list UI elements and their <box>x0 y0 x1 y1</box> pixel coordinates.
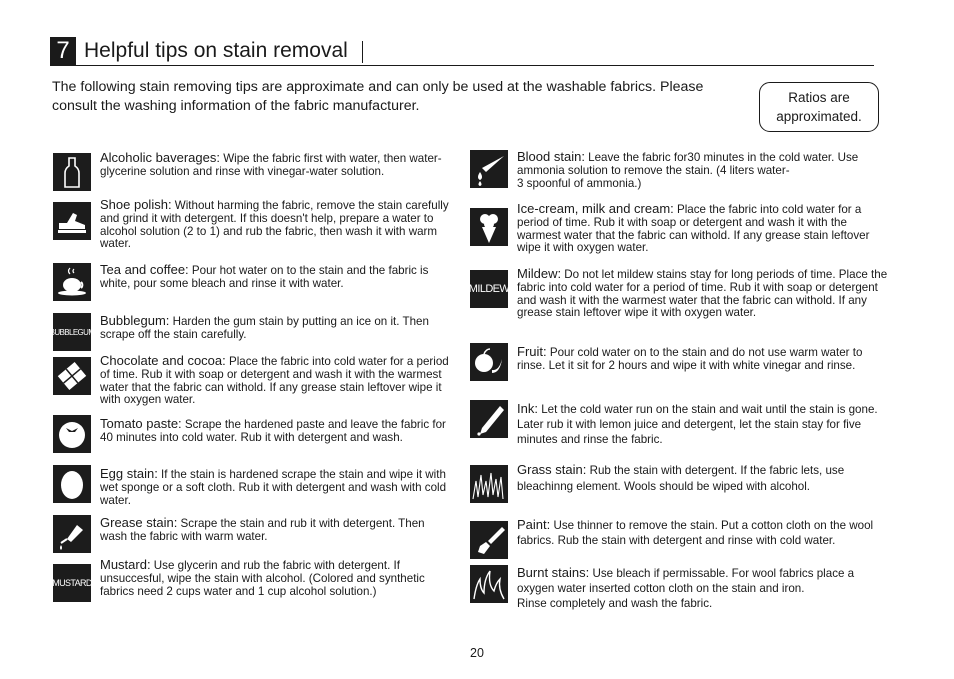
tip-name: Alcoholic baverages: <box>100 150 220 165</box>
tip-text: Use glycerin and rub the fabric with detergent. If unsuccesful, wipe the stain with alcohol. (Colored and synthetic fabrics need 2 cups water and 1 cup alcohol solution.) <box>100 559 425 598</box>
tip-name: Burnt stains: <box>517 565 590 580</box>
cup-icon <box>53 263 91 301</box>
tip-name: Shoe polish: <box>100 197 172 212</box>
icon-label: MILDEW <box>468 283 510 295</box>
bottle-icon <box>53 153 91 191</box>
tip-name: Grease stain: <box>100 515 178 530</box>
tip-text: Pour cold water on to the stain and do not use warm water to rinse. Let it sit for 2 hours and wipe it with white vinegar and rinse. <box>517 346 863 372</box>
page-number: 20 <box>470 646 484 660</box>
tip-text: Harden the gum stain by putting an ice on it. Then scrape off the stain carefully. <box>100 315 429 341</box>
tomato-icon <box>53 415 91 453</box>
icon-label: BUBBLEGUM <box>49 327 95 337</box>
tip-name: Mildew: <box>517 266 562 281</box>
tip-text: Place the fabric into cold water for a period of time. Rub it with soap or detergent and wash it with the warmest water that the fabric can withold. If any grease stain leftover wipe it with oxygen water. <box>517 203 870 255</box>
chocolate-icon <box>53 357 91 395</box>
title-divider <box>362 41 363 63</box>
tip-name: Ink: <box>517 401 538 416</box>
tip-text: If the stain is hardened scrape the stain and wipe it with wet sponge or a soft cloth. Rub it with detergent and wash with cold water. <box>100 468 447 507</box>
flame-icon <box>470 565 508 603</box>
fruit-icon <box>470 343 508 381</box>
tip-text: Pour hot water on to the stain and the fabric is white, pour some bleach and rinse it with water. <box>100 264 429 290</box>
tip-name: Bubblegum: <box>100 313 170 328</box>
tip-name: Ice-cream, milk and cream: <box>517 201 674 216</box>
grass-icon <box>470 465 508 503</box>
ratio-note: Ratios are approximated. <box>759 82 879 132</box>
mildew-icon <box>470 270 508 308</box>
tip-text: Use thinner to remove the stain. Put a cotton cloth on the wool fabrics. Rub the stain with detergent and rinse with cold water. <box>517 519 874 547</box>
tip-text-cont: 3 spoonful of ammonia.) <box>517 176 642 190</box>
tip-text: Let the cold water run on the stain and wait until the stain is gone. Later rub it with lemon juice and detergent, let the stain stay for five minutes and rinse the fabric. <box>517 403 878 446</box>
tip-text: Rub the stain with detergent. If the fabric lets, use bleachinng element. Wools should be wiped with alcohol. <box>517 464 845 493</box>
tip-text: Leave the fabric for30 minutes in the cold water. Use ammonia solution to remove the stain. (4 liters water- <box>517 151 859 177</box>
intro-text: The following stain removing tips are approximate and can only be used at the washable fabrics. Please consult the washing information of the fabric manufacturer. <box>52 79 704 114</box>
pen-nib-icon <box>470 400 508 438</box>
tip-text: Scrape the hardened paste and leave the fabric for 40 minutes into cold water. Rub it with detergent and wash. <box>100 418 446 444</box>
egg-icon <box>53 465 91 503</box>
bubblegum-icon <box>49 313 95 351</box>
tip-name: Tea and coffee: <box>100 262 189 277</box>
shoe-icon <box>53 202 91 240</box>
tip-name: Mustard: <box>100 557 151 572</box>
tip-text: Wipe the fabric first with water, then water-glycerine solution and rinse with vinegar-water solution. <box>100 152 442 178</box>
tip-name: Egg stain: <box>100 466 158 481</box>
tip-text: Use bleach if permissable. For wool fabrics place a oxygen water inserted cotton cloth on the stain and iron. <box>517 567 855 595</box>
tip-name: Fruit: <box>517 344 547 359</box>
tip-name: Grass stain: <box>517 462 587 477</box>
ice-cream-icon <box>470 208 508 246</box>
title-rule <box>50 65 874 66</box>
oil-can-icon <box>53 515 91 553</box>
icon-label: MUSTARD <box>52 578 92 588</box>
tip-text-cont: Rinse completely and wash the fabric. <box>517 597 713 610</box>
blood-drop-icon <box>470 150 508 188</box>
tip-name: Blood stain: <box>517 149 585 164</box>
mustard-icon <box>53 564 91 602</box>
tip-text: Scrape the stain and rub it with detergent. Then wash the fabric with warm water. <box>100 517 425 543</box>
tip-text: Place the fabric into cold water for a period of time. Rub it with soap or detergent and wash it with the warmest water that the fabric can withold. If any grease stain leftover wipe it with oxygen water. <box>100 355 449 407</box>
paintbrush-icon <box>470 521 508 559</box>
section-number: 7 <box>50 37 76 65</box>
tip-name: Chocolate and cocoa: <box>100 353 226 368</box>
tip-text: Do not let mildew stains stay for long periods of time. Place the fabric into cold water for a period of time. Rub it with soap or detergent and wash it with the warmest water that the fabric can withold. If any grease stain leftover wipe it with oxygen water. <box>517 268 888 320</box>
tip-name: Tomato paste: <box>100 416 182 431</box>
tip-text: Without harming the fabric, remove the stain carefully and grind it with detergent. If this doesn't help, prepare a water to alcohol solution (2 to 1) and rub the fabric, then wash it with warm water. <box>100 199 449 251</box>
tip-name: Paint: <box>517 517 551 532</box>
page-title: Helpful tips on stain removal <box>84 39 348 62</box>
